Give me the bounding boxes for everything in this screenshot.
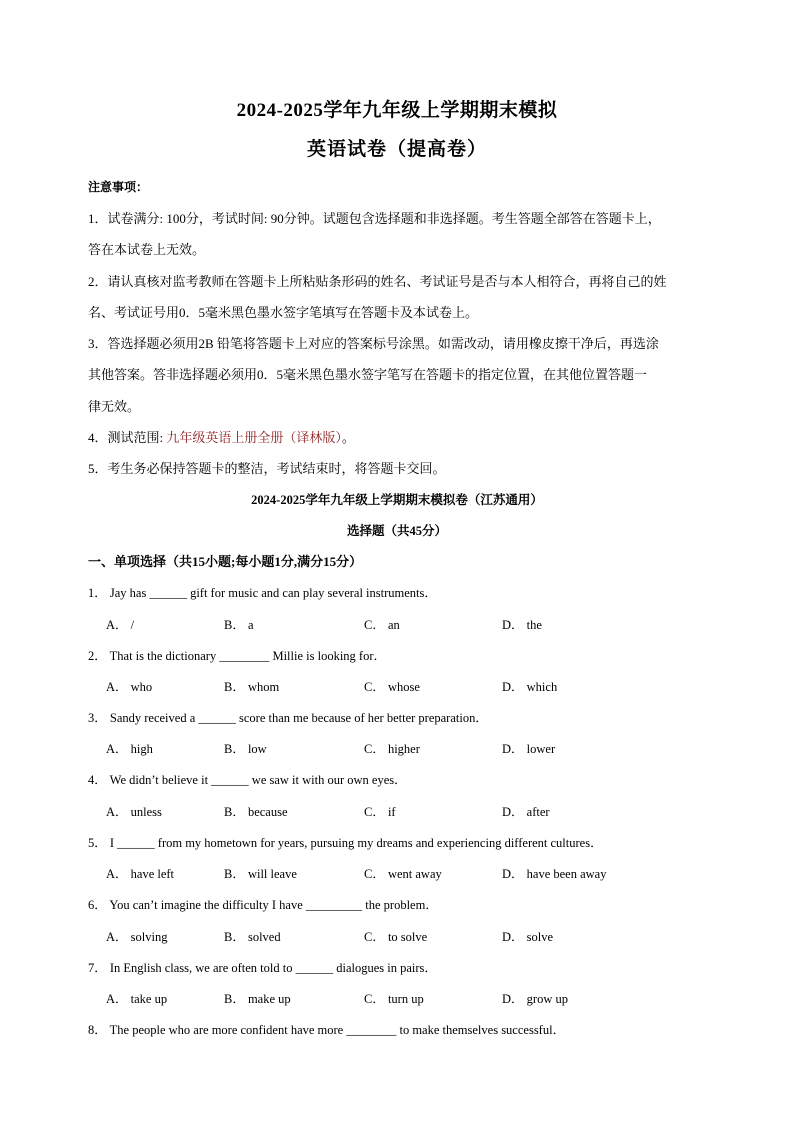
notice-line: 名、考试证号用0．5毫米黑色墨水签字笔填写在答题卡及本试卷上。 (88, 305, 479, 320)
question-stem: 8． The people who are more confident have more ________ to make themselves successful． (88, 1023, 566, 1037)
exam-subtitle: 英语试卷（提高卷） (306, 139, 487, 160)
part-heading: 一、单项选择（共15小题;每小题1分,满分15分） (88, 554, 363, 569)
option-c: C． an (364, 618, 400, 632)
question-stem: 2． That is the dictionary ________ Millie is looking for． (88, 649, 387, 663)
option-b: B． will leave (224, 867, 297, 881)
notice-line: 2．请认真核对监考教师在答题卡上所粘贴条形码的姓名、考试证号是否与本人相符合，再将自己的姓 (88, 274, 667, 289)
option-b: B． solved (224, 930, 281, 944)
scope-value: 九年级英语上册全册（译林版） (166, 430, 342, 445)
option-b: B． because (224, 805, 288, 819)
notice-scope-line (88, 427, 355, 446)
option-c: C． higher (364, 742, 420, 756)
option-d: D． solve (502, 930, 554, 944)
option-d: D． the (502, 618, 542, 632)
option-d: D． lower (502, 742, 556, 756)
option-a: A． high (106, 742, 153, 756)
option-b: B． whom (224, 680, 280, 694)
option-b: B． a (224, 618, 254, 632)
option-c: C． to solve (364, 930, 428, 944)
question-stem: 3． Sandy received a ______ score than me because of her better preparation． (88, 711, 488, 725)
section-subtitle: 选择题（共45分） (346, 524, 447, 538)
notice-line: 答在本试卷上无效。 (88, 242, 206, 257)
option-c: C． if (364, 805, 396, 819)
option-d: D． grow up (502, 992, 568, 1006)
option-c: C． turn up (364, 992, 424, 1006)
notice-line: 其他答案。答非选择题必须用0．5毫米黑色墨水签字笔写在答题卡的指定位置，在其他位置答题一 (88, 367, 648, 382)
question-stem: 7． In English class, we are often told to ______ dialogues in pairs． (88, 961, 437, 975)
option-a: A． / (106, 618, 135, 632)
option-d: D． have been away (502, 867, 607, 881)
exam-title: 2024-2025学年九年级上学期期末模拟 (236, 100, 558, 121)
question-stem: 5． I ______ from my hometown for years, pursuing my dreams and experiencing different cultures． (88, 836, 603, 850)
question-stem: 6． You can’t imagine the difficulty I have _________ the problem． (88, 898, 438, 912)
notice-line: 1．试卷满分: 100分，考试时间: 90分钟。试题包含选择题和非选择题。考生答题全部答在答题卡上， (88, 211, 661, 226)
option-b: B． low (224, 742, 267, 756)
option-a: A． solving (106, 930, 168, 944)
option-c: C． whose (364, 680, 420, 694)
option-a: A． take up (106, 992, 168, 1006)
notice-heading: 注意事项： (88, 180, 149, 194)
option-a: A． who (106, 680, 153, 694)
section-title: 2024-2025学年九年级上学期期末模拟卷（江苏通用） (251, 493, 543, 507)
scope-suffix: 。 (341, 430, 355, 445)
option-a: A． have left (106, 867, 175, 881)
question-stem: 1． Jay has ______ gift for music and can play several instruments． (88, 586, 437, 600)
option-a: A． unless (106, 805, 162, 819)
question-stem: 4． We didn’t believe it ______ we saw it with our own eyes． (88, 773, 407, 787)
notice-line: 律无效。 (88, 399, 141, 414)
option-b: B． make up (224, 992, 291, 1006)
notice-line: 5．考生务必保持答题卡的整洁，考试结束时，将答题卡交回。 (88, 461, 446, 476)
scope-prefix: 4．测试范围: (88, 430, 167, 445)
option-c: C． went away (364, 867, 442, 881)
option-d: D． which (502, 680, 558, 694)
notice-line: 3．答选择题必须用2B 铅笔将答题卡上对应的答案标号涂黑。如需改动，请用橡皮擦干净后，再选涂 (88, 336, 659, 351)
option-d: D． after (502, 805, 550, 819)
